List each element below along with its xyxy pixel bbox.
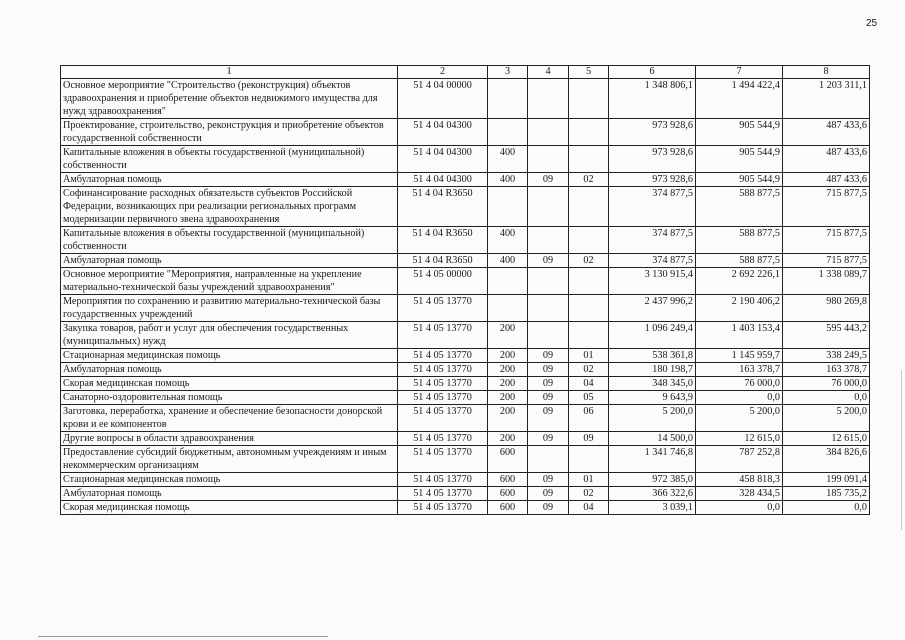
table-row <box>61 227 870 254</box>
section-cell: 09 <box>528 173 569 187</box>
amount-year-3-cell: 0,0 <box>783 391 870 405</box>
row-name-cell: Предоставление субсидий бюджетным, автономным учреждениям и иным некоммерческим организациям <box>61 446 398 473</box>
subsection-cell <box>569 446 609 473</box>
row-name-cell: Закупка товаров, работ и услуг для обеспечения государственных (муниципальных) нужд <box>61 322 398 349</box>
amount-year-1-cell: 366 322,6 <box>609 487 696 501</box>
amount-year-3-cell: 5 200,0 <box>783 405 870 432</box>
subsection-cell <box>569 146 609 173</box>
table-row <box>61 349 870 363</box>
subsection-cell: 09 <box>569 432 609 446</box>
table-row <box>61 377 870 391</box>
amount-year-2-cell: 905 544,9 <box>696 173 783 187</box>
subsection-cell <box>569 227 609 254</box>
table-row <box>61 432 870 446</box>
table-row <box>61 173 870 187</box>
amount-year-1-cell: 2 437 996,2 <box>609 295 696 322</box>
amount-year-2-cell: 2 692 226,1 <box>696 268 783 295</box>
amount-year-1-cell: 1 348 806,1 <box>609 79 696 119</box>
subsection-cell <box>569 322 609 349</box>
table-row <box>61 405 870 432</box>
table-row <box>61 322 870 349</box>
amount-year-1-cell: 1 341 746,8 <box>609 446 696 473</box>
section-cell <box>528 227 569 254</box>
column-header: 6 <box>609 66 696 79</box>
target-code-cell: 51 4 04 04300 <box>398 119 488 146</box>
amount-year-2-cell: 0,0 <box>696 391 783 405</box>
table-row <box>61 268 870 295</box>
expense-type-cell: 200 <box>488 405 528 432</box>
target-code-cell: 51 4 04 00000 <box>398 79 488 119</box>
target-code-cell: 51 4 05 13770 <box>398 501 488 515</box>
section-cell: 09 <box>528 254 569 268</box>
row-name-cell: Стационарная медицинская помощь <box>61 349 398 363</box>
section-cell: 09 <box>528 349 569 363</box>
target-code-cell: 51 4 04 R3650 <box>398 227 488 254</box>
amount-year-1-cell: 973 928,6 <box>609 173 696 187</box>
amount-year-1-cell: 973 928,6 <box>609 146 696 173</box>
amount-year-2-cell: 1 494 422,4 <box>696 79 783 119</box>
table-row <box>61 363 870 377</box>
amount-year-2-cell: 905 544,9 <box>696 146 783 173</box>
amount-year-3-cell: 595 443,2 <box>783 322 870 349</box>
amount-year-3-cell: 980 269,8 <box>783 295 870 322</box>
section-cell <box>528 446 569 473</box>
section-cell: 09 <box>528 405 569 432</box>
subsection-cell: 02 <box>569 363 609 377</box>
row-name-cell: Капитальные вложения в объекты государственной (муниципальной) собственности <box>61 146 398 173</box>
amount-year-1-cell: 374 877,5 <box>609 187 696 227</box>
row-name-cell: Стационарная медицинская помощь <box>61 473 398 487</box>
row-name-cell: Проектирование, строительство, реконструкция и приобретение объектов государственной собственности <box>61 119 398 146</box>
expense-type-cell <box>488 268 528 295</box>
table-row <box>61 146 870 173</box>
amount-year-2-cell: 76 000,0 <box>696 377 783 391</box>
section-cell: 09 <box>528 391 569 405</box>
target-code-cell: 51 4 04 R3650 <box>398 187 488 227</box>
target-code-cell: 51 4 05 13770 <box>398 405 488 432</box>
column-header: 5 <box>569 66 609 79</box>
subsection-cell: 01 <box>569 349 609 363</box>
table-row <box>61 119 870 146</box>
target-code-cell: 51 4 05 13770 <box>398 487 488 501</box>
row-name-cell: Санаторно-оздоровительная помощь <box>61 391 398 405</box>
page-number: 25 <box>866 18 878 29</box>
column-header: 1 <box>61 66 398 79</box>
target-code-cell: 51 4 05 13770 <box>398 473 488 487</box>
subsection-cell <box>569 187 609 227</box>
row-name-cell: Амбулаторная помощь <box>61 254 398 268</box>
row-name-cell: Амбулаторная помощь <box>61 363 398 377</box>
amount-year-2-cell: 588 877,5 <box>696 254 783 268</box>
expense-type-cell <box>488 187 528 227</box>
section-cell: 09 <box>528 473 569 487</box>
amount-year-2-cell: 0,0 <box>696 501 783 515</box>
expense-type-cell: 200 <box>488 363 528 377</box>
row-name-cell: Мероприятия по сохранению и развитию материально-технической базы государственных учреждений <box>61 295 398 322</box>
row-name-cell: Заготовка, переработка, хранение и обеспечение безопасности донорской крови и ее компонентов <box>61 405 398 432</box>
amount-year-3-cell: 384 826,6 <box>783 446 870 473</box>
table-row <box>61 295 870 322</box>
section-cell <box>528 322 569 349</box>
amount-year-1-cell: 3 130 915,4 <box>609 268 696 295</box>
row-name-cell: Другие вопросы в области здравоохранения <box>61 432 398 446</box>
amount-year-2-cell: 163 378,7 <box>696 363 783 377</box>
target-code-cell: 51 4 05 13770 <box>398 295 488 322</box>
expense-type-cell: 600 <box>488 473 528 487</box>
subsection-cell: 01 <box>569 473 609 487</box>
amount-year-3-cell: 76 000,0 <box>783 377 870 391</box>
amount-year-2-cell: 328 434,5 <box>696 487 783 501</box>
expense-type-cell <box>488 79 528 119</box>
amount-year-3-cell: 1 203 311,1 <box>783 79 870 119</box>
section-cell <box>528 268 569 295</box>
target-code-cell: 51 4 05 13770 <box>398 432 488 446</box>
section-cell <box>528 295 569 322</box>
target-code-cell: 51 4 05 13770 <box>398 391 488 405</box>
expense-type-cell: 200 <box>488 377 528 391</box>
subsection-cell <box>569 119 609 146</box>
expense-type-cell: 400 <box>488 227 528 254</box>
amount-year-2-cell: 787 252,8 <box>696 446 783 473</box>
amount-year-2-cell: 2 190 406,2 <box>696 295 783 322</box>
expense-type-cell: 200 <box>488 391 528 405</box>
amount-year-1-cell: 5 200,0 <box>609 405 696 432</box>
row-name-cell: Амбулаторная помощь <box>61 487 398 501</box>
subsection-cell <box>569 295 609 322</box>
amount-year-1-cell: 972 385,0 <box>609 473 696 487</box>
expense-type-cell: 400 <box>488 146 528 173</box>
amount-year-2-cell: 905 544,9 <box>696 119 783 146</box>
amount-year-3-cell: 12 615,0 <box>783 432 870 446</box>
footer-divider <box>38 636 328 637</box>
subsection-cell <box>569 79 609 119</box>
amount-year-2-cell: 5 200,0 <box>696 405 783 432</box>
amount-year-1-cell: 374 877,5 <box>609 254 696 268</box>
amount-year-1-cell: 180 198,7 <box>609 363 696 377</box>
expense-type-cell: 600 <box>488 487 528 501</box>
subsection-cell: 04 <box>569 501 609 515</box>
amount-year-2-cell: 1 145 959,7 <box>696 349 783 363</box>
target-code-cell: 51 4 05 13770 <box>398 377 488 391</box>
subsection-cell <box>569 268 609 295</box>
column-header: 3 <box>488 66 528 79</box>
amount-year-3-cell: 338 249,5 <box>783 349 870 363</box>
row-name-cell: Основное мероприятие "Строительство (реконструкция) объектов здравоохранения и приобретение объектов недвижимого имущества для нужд здравоохранения" <box>61 79 398 119</box>
table-row <box>61 79 870 119</box>
expense-type-cell: 600 <box>488 446 528 473</box>
amount-year-1-cell: 538 361,8 <box>609 349 696 363</box>
section-cell <box>528 119 569 146</box>
section-cell <box>528 146 569 173</box>
amount-year-1-cell: 9 643,9 <box>609 391 696 405</box>
table-row <box>61 473 870 487</box>
target-code-cell: 51 4 04 04300 <box>398 146 488 173</box>
amount-year-1-cell: 14 500,0 <box>609 432 696 446</box>
subsection-cell: 05 <box>569 391 609 405</box>
subsection-cell: 04 <box>569 377 609 391</box>
column-header: 4 <box>528 66 569 79</box>
section-cell: 09 <box>528 363 569 377</box>
amount-year-2-cell: 12 615,0 <box>696 432 783 446</box>
section-cell <box>528 187 569 227</box>
table-row <box>61 187 870 227</box>
target-code-cell: 51 4 04 R3650 <box>398 254 488 268</box>
expense-type-cell: 400 <box>488 254 528 268</box>
amount-year-2-cell: 1 403 153,4 <box>696 322 783 349</box>
section-cell: 09 <box>528 501 569 515</box>
table-row <box>61 501 870 515</box>
amount-year-1-cell: 3 039,1 <box>609 501 696 515</box>
subsection-cell: 02 <box>569 173 609 187</box>
column-header: 8 <box>783 66 870 79</box>
amount-year-1-cell: 374 877,5 <box>609 227 696 254</box>
amount-year-3-cell: 1 338 089,7 <box>783 268 870 295</box>
row-name-cell: Софинансирование расходных обязательств субъектов Российской Федерации, возникающих при реализации региональных программ модернизации первичного звена здравоохранения <box>61 187 398 227</box>
section-cell: 09 <box>528 432 569 446</box>
amount-year-1-cell: 1 096 249,4 <box>609 322 696 349</box>
amount-year-1-cell: 973 928,6 <box>609 119 696 146</box>
row-name-cell: Капитальные вложения в объекты государственной (муниципальной) собственности <box>61 227 398 254</box>
amount-year-1-cell: 348 345,0 <box>609 377 696 391</box>
amount-year-3-cell: 487 433,6 <box>783 146 870 173</box>
row-name-cell: Скорая медицинская помощь <box>61 377 398 391</box>
expense-type-cell: 400 <box>488 173 528 187</box>
scan-edge-mark <box>901 370 902 530</box>
subsection-cell: 02 <box>569 487 609 501</box>
expense-type-cell: 200 <box>488 432 528 446</box>
subsection-cell: 02 <box>569 254 609 268</box>
target-code-cell: 51 4 05 13770 <box>398 363 488 377</box>
expense-type-cell: 200 <box>488 349 528 363</box>
amount-year-3-cell: 199 091,4 <box>783 473 870 487</box>
amount-year-3-cell: 487 433,6 <box>783 119 870 146</box>
section-cell: 09 <box>528 377 569 391</box>
amount-year-3-cell: 163 378,7 <box>783 363 870 377</box>
table-body <box>61 79 870 515</box>
amount-year-3-cell: 0,0 <box>783 501 870 515</box>
expense-type-cell <box>488 295 528 322</box>
table-row <box>61 254 870 268</box>
row-name-cell: Скорая медицинская помощь <box>61 501 398 515</box>
target-code-cell: 51 4 05 13770 <box>398 349 488 363</box>
row-name-cell: Амбулаторная помощь <box>61 173 398 187</box>
target-code-cell: 51 4 05 13770 <box>398 446 488 473</box>
expense-type-cell: 200 <box>488 322 528 349</box>
section-cell <box>528 79 569 119</box>
expense-type-cell <box>488 119 528 146</box>
subsection-cell: 06 <box>569 405 609 432</box>
amount-year-3-cell: 715 877,5 <box>783 187 870 227</box>
amount-year-3-cell: 715 877,5 <box>783 227 870 254</box>
section-cell: 09 <box>528 487 569 501</box>
row-name-cell: Основное мероприятие "Мероприятия, направленные на укрепление материально-технической базы учреждений здравоохранения" <box>61 268 398 295</box>
column-header: 7 <box>696 66 783 79</box>
target-code-cell: 51 4 05 00000 <box>398 268 488 295</box>
amount-year-2-cell: 458 818,3 <box>696 473 783 487</box>
table-row <box>61 391 870 405</box>
table-row <box>61 487 870 501</box>
amount-year-3-cell: 715 877,5 <box>783 254 870 268</box>
amount-year-3-cell: 185 735,2 <box>783 487 870 501</box>
target-code-cell: 51 4 05 13770 <box>398 322 488 349</box>
column-number-row <box>61 66 870 79</box>
amount-year-3-cell: 487 433,6 <box>783 173 870 187</box>
budget-table <box>60 65 870 515</box>
column-header: 2 <box>398 66 488 79</box>
amount-year-2-cell: 588 877,5 <box>696 187 783 227</box>
amount-year-2-cell: 588 877,5 <box>696 227 783 254</box>
target-code-cell: 51 4 04 04300 <box>398 173 488 187</box>
table-row <box>61 446 870 473</box>
expense-type-cell: 600 <box>488 501 528 515</box>
